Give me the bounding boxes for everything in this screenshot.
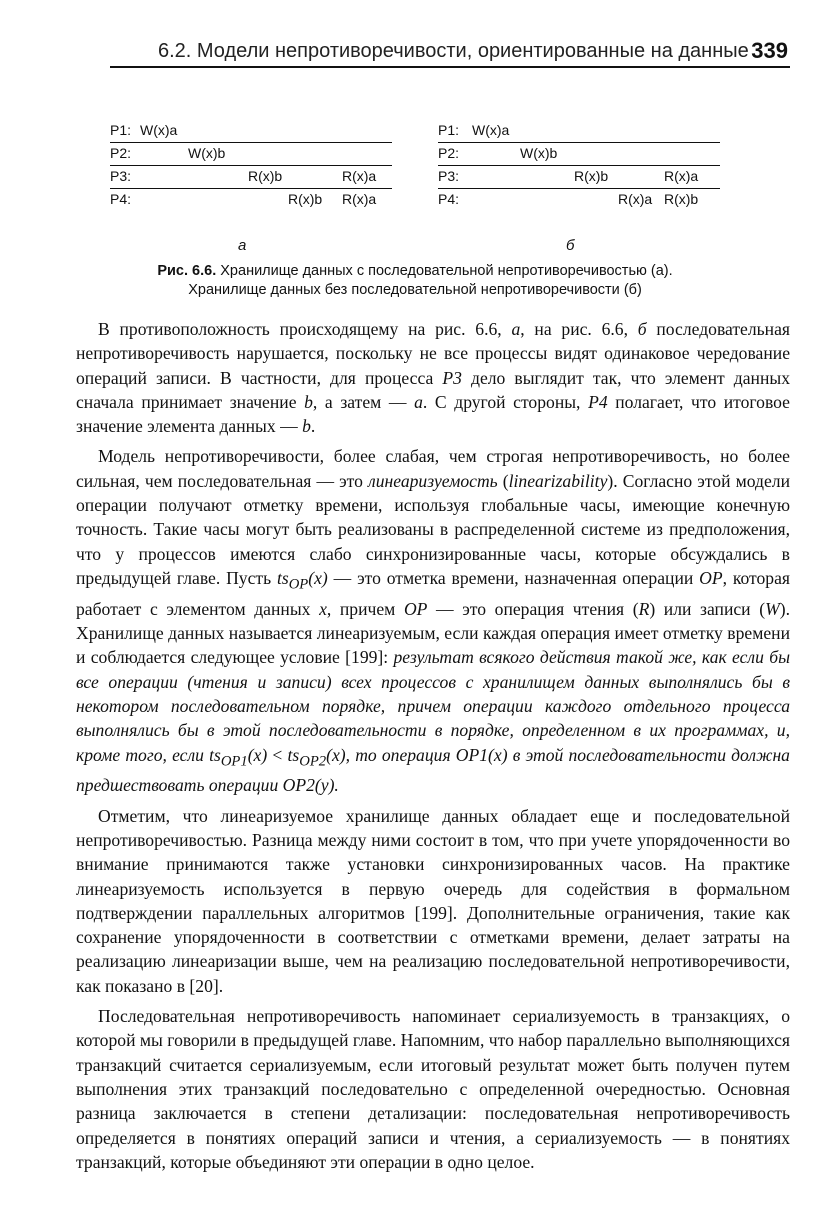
operation: W(x)a — [140, 122, 178, 138]
operation: R(x)a — [664, 168, 699, 184]
figure-caption — [100, 262, 730, 300]
caption-label: Рис. 6.6. — [157, 263, 217, 279]
italic-run: b — [304, 391, 313, 412]
text-run: ). Хранилище данных называется линеаризуемым, если каждая операция имеет отметку времени и соблюдается следующее условие [199]: — [76, 598, 790, 668]
figure-diagram-a — [110, 120, 392, 211]
process-label: P1: — [438, 122, 460, 138]
operation: R(x)b — [664, 191, 699, 207]
operation: R(x)a — [342, 191, 377, 207]
italic-run: linearizability — [508, 470, 608, 491]
process-row-p1 — [438, 120, 720, 143]
operation: R(x)b — [288, 191, 323, 207]
operation: R(x)b — [248, 168, 283, 184]
italic-run: OP — [403, 598, 428, 619]
operation: W(x)b — [520, 145, 558, 161]
italic-run: b — [302, 416, 311, 437]
text-run: , которая работает с элементом данных — [76, 567, 790, 619]
italic-run: результат всякого действия такой же, как если бы все операции (чтения и записи) всех процессов с хранилищем данных выполнялись бы в некотором последовательном порядке, причем операции каждого отдельного процесса выполнялись бы в этой последовательности в порядке, определенном в их программах, и, кроме того, если ts — [76, 647, 790, 765]
text-run: — это операция чтения ( — [427, 598, 639, 619]
process-label: P2: — [110, 145, 132, 161]
figure-sublabel-b: б — [566, 237, 575, 254]
italic-run: OP — [699, 567, 723, 588]
paragraph-2 — [76, 444, 790, 797]
paragraph-3: Отметим, что линеаризуемое хранилище данных обладает еще и последовательной непротиворечивостью. Разница между ними состоит в том, что при учете упорядоченности во внимание принимаются также установки синхронизированных часов. На практике линеаризуемость используется в первую очередь для содействия в формальном подтверждении параллельных алгоритмов [199]. Дополнительные ограничения, такие как сохранение упорядоченности в соответствии с отметками времени, делает затраты на реализацию линеаризации выше, чем на реализацию последовательной непротиворечивости, как показано в [20]. — [76, 805, 790, 996]
process-label: P3: — [110, 168, 132, 184]
process-label: P4: — [438, 191, 460, 207]
page-number: 339 — [751, 38, 788, 63]
text-run: полагает, что итоговое значение элемента данных — — [76, 391, 790, 437]
process-row-p4 — [438, 189, 720, 211]
italic-run: б — [637, 319, 647, 339]
italic-run: x — [319, 598, 327, 619]
process-label: P2: — [438, 145, 460, 161]
text-run: Модель непротиворечивости, более слабая, чем строгая непротиворечивость, но более сильная, чем последовательная — это — [76, 446, 790, 491]
text-run: < — [267, 744, 288, 765]
subscript-run: OP1 — [220, 753, 248, 770]
italic-run: линеаризуемость — [368, 470, 498, 491]
operation: R(x)a — [342, 168, 377, 184]
text-run: . С другой стороны, — [422, 391, 589, 412]
text-run: ( — [497, 470, 509, 491]
text-run: ). Согласно этой модели операции получают отметку времени, используя глобальные часы, имеющие конечную точность. Такие часы могут быть реализованы в распределенной системе из предположения, что у процессов имеются слабо синхронизированные часы, которые обсуждались в предыдущей главе. Пусть — [76, 470, 790, 588]
process-label: P1: — [110, 122, 132, 138]
text-run: — это отметка времени, назначенная операции — [327, 567, 700, 588]
paragraph-4: Последовательная непротиворечивость напоминает сериализуемость в транзакциях, о которой мы говорили в предыдущей главе. Напомним, что набор параллельно выполняющихся транзакций считается сериализуемым, если итоговый результат может быть получен путем выполнения этих транзакций последовательно с определенной очередностью. Основная разница заключается в степени детализации: последовательная непротиворечивость определяется в понятиях операций записи и чтения, а сериализуемость — в понятиях транзакций, которые объединяют эти операции в одно целое. — [76, 1006, 790, 1172]
operation: R(x)b — [574, 168, 609, 184]
figure-diagram-b — [438, 120, 720, 211]
text-run: дело выглядит так, что элемент данных сначала принимает значение — [76, 367, 790, 412]
text-run: , а затем — — [312, 391, 415, 412]
subscript-run: OP — [288, 576, 309, 593]
process-label: P3: — [438, 168, 460, 184]
page-header — [110, 36, 790, 68]
italic-run: ts — [276, 567, 289, 588]
running-title: 6.2. Модели непротиворечивости, ориентированные на данные — [158, 40, 749, 62]
body-text — [76, 317, 790, 1174]
caption-line-1: Хранилище данных с последовательной непротиворечивостью (а). — [216, 263, 673, 279]
figure-sublabel-a: а — [238, 237, 247, 254]
italic-run: P3 — [442, 367, 462, 388]
operation: W(x)b — [188, 145, 226, 161]
text-run: , причем — [326, 598, 404, 619]
italic-run: a — [414, 391, 423, 412]
text-run: последовательная непротиворечивость нарушается, поскольку не все процессы видят одинаковое чередование операций записи. В частности, для процесса — [76, 319, 790, 388]
italic-run: W — [765, 598, 780, 619]
process-row-p1 — [110, 120, 392, 143]
italic-run: P4 — [588, 391, 608, 412]
process-row-p2 — [110, 143, 392, 166]
italic-run: (x), то операция OP1(x) в этой последовательности должна предшествовать операции OP2(y). — [76, 744, 790, 796]
text-run: . — [310, 416, 316, 437]
text-run: , на рис. 6.6, — [520, 319, 638, 339]
italic-run: (x) — [308, 567, 328, 588]
paragraph-1 — [76, 317, 790, 438]
process-row-p2 — [438, 143, 720, 166]
text-run: ) или записи ( — [649, 598, 766, 619]
italic-run: R — [638, 598, 650, 619]
italic-run: а — [511, 319, 521, 339]
operation: W(x)a — [472, 122, 510, 138]
subscript-run: OP2 — [299, 753, 327, 770]
process-row-p3 — [438, 166, 720, 189]
italic-run: (x) — [247, 744, 268, 765]
process-row-p4 — [110, 189, 392, 211]
operation: R(x)a — [618, 191, 653, 207]
caption-line-2: Хранилище данных без последовательной непротиворечивости (б) — [188, 282, 642, 298]
process-row-p3 — [110, 166, 392, 189]
italic-run: ts — [287, 744, 300, 765]
process-label: P4: — [110, 191, 132, 207]
text-run: В противоположность происходящему на рис. 6.6, — [98, 319, 512, 339]
